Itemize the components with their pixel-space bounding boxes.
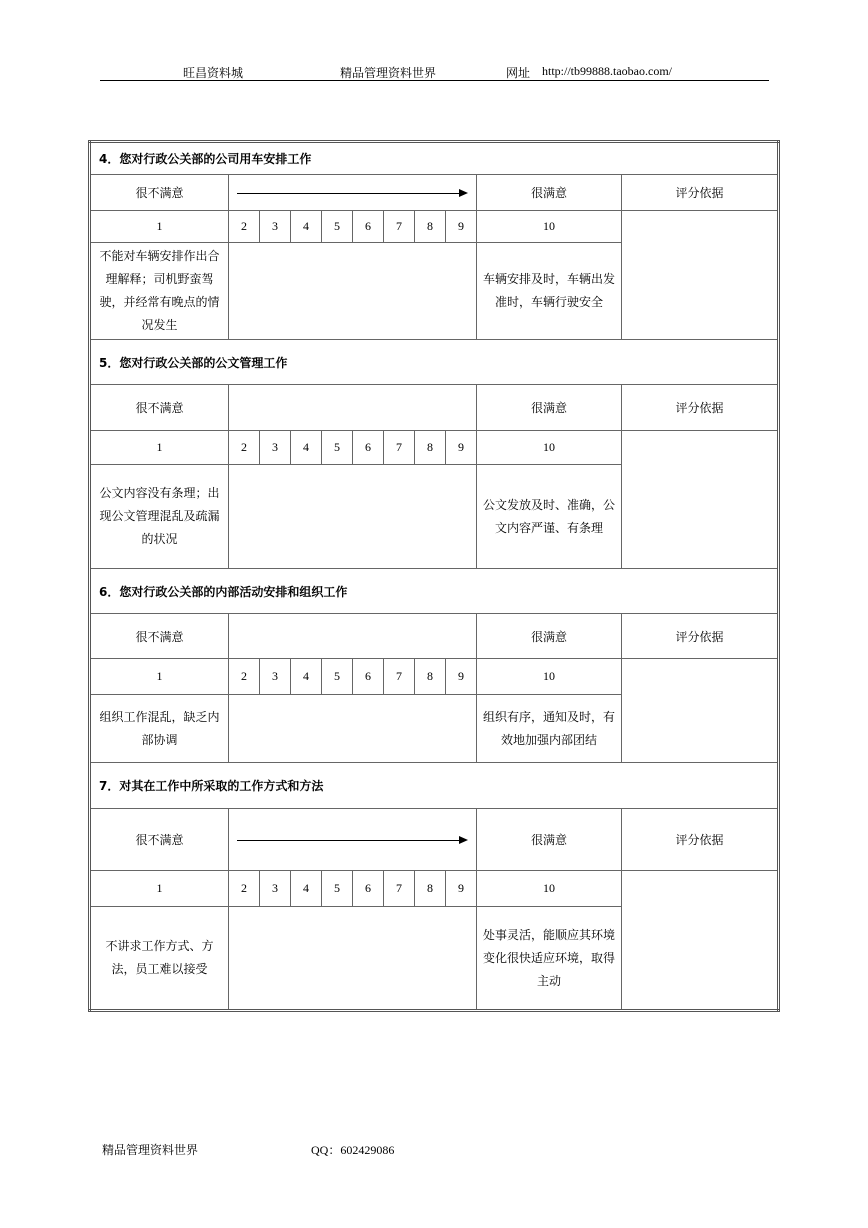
score-option-2[interactable]: 2 xyxy=(229,871,260,907)
scale-high-label: 很满意 xyxy=(477,614,622,659)
basis-label: 评分依据 xyxy=(622,175,779,211)
basis-cell[interactable] xyxy=(622,211,779,340)
survey-table xyxy=(88,140,780,1012)
score-option-2[interactable]: 2 xyxy=(229,211,260,243)
score-option-3[interactable]: 3 xyxy=(260,211,291,243)
high-description: 组织有序，通知及时，有效地加强内部团结 xyxy=(477,695,622,763)
scale-high-label: 很满意 xyxy=(477,809,622,871)
basis-label: 评分依据 xyxy=(622,385,779,431)
low-description: 公文内容没有条理；出现公文管理混乱及疏漏的状况 xyxy=(90,465,229,569)
scale-direction-cell xyxy=(229,809,477,871)
question-title: 5．您对行政公关部的公文管理工作 xyxy=(90,340,779,385)
score-option-6[interactable]: 6 xyxy=(353,659,384,695)
scale-high-label: 很满意 xyxy=(477,175,622,211)
score-option-6[interactable]: 6 xyxy=(353,211,384,243)
score-option-8[interactable]: 8 xyxy=(415,431,446,465)
high-description: 处事灵活，能顺应其环境变化很快适应环境，取得主动 xyxy=(477,907,622,1011)
header-site: 旺昌资料城 xyxy=(183,66,244,80)
middle-blank xyxy=(229,465,477,569)
score-option-8[interactable]: 8 xyxy=(415,211,446,243)
low-description: 不能对车辆安排作出合理解释；司机野蛮驾驶，并经常有晚点的情况发生 xyxy=(90,243,229,340)
low-description: 组织工作混乱，缺乏内部协调 xyxy=(90,695,229,763)
score-option-1[interactable]: 1 xyxy=(90,659,229,695)
score-option-5[interactable]: 5 xyxy=(322,871,353,907)
score-option-2[interactable]: 2 xyxy=(229,659,260,695)
footer-slogan: 精品管理资料世界 xyxy=(102,1143,199,1157)
score-option-9[interactable]: 9 xyxy=(446,659,477,695)
score-option-7[interactable]: 7 xyxy=(384,871,415,907)
high-description: 公文发放及时、准确，公文内容严谨、有条理 xyxy=(477,465,622,569)
score-option-9[interactable]: 9 xyxy=(446,431,477,465)
score-option-6[interactable]: 6 xyxy=(353,871,384,907)
arrow-right-icon xyxy=(237,193,460,194)
score-option-9[interactable]: 9 xyxy=(446,211,477,243)
score-option-4[interactable]: 4 xyxy=(291,211,322,243)
arrow-right-icon xyxy=(237,840,460,841)
header-url-label: 网址 xyxy=(506,66,531,80)
low-description: 不讲求工作方式、方法，员工难以接受 xyxy=(90,907,229,1011)
scale-low-label: 很不满意 xyxy=(90,175,229,211)
score-option-10[interactable]: 10 xyxy=(477,211,622,243)
header-slogan: 精品管理资料世界 xyxy=(340,66,437,80)
basis-cell[interactable] xyxy=(622,871,779,1011)
page-header xyxy=(100,58,769,81)
score-option-4[interactable]: 4 xyxy=(291,431,322,465)
scale-direction-cell xyxy=(229,175,477,211)
score-option-2[interactable]: 2 xyxy=(229,431,260,465)
score-option-3[interactable]: 3 xyxy=(260,431,291,465)
score-option-8[interactable]: 8 xyxy=(415,871,446,907)
scale-high-label: 很满意 xyxy=(477,385,622,431)
question-title: 7．对其在工作中所采取的工作方式和方法 xyxy=(90,763,779,809)
score-option-1[interactable]: 1 xyxy=(90,431,229,465)
question-title: 6．您对行政公关部的内部活动安排和组织工作 xyxy=(90,569,779,614)
score-option-1[interactable]: 1 xyxy=(90,871,229,907)
basis-cell[interactable] xyxy=(622,659,779,763)
score-option-7[interactable]: 7 xyxy=(384,431,415,465)
score-option-7[interactable]: 7 xyxy=(384,211,415,243)
middle-blank xyxy=(229,907,477,1011)
scale-direction-cell xyxy=(229,385,477,431)
score-option-5[interactable]: 5 xyxy=(322,211,353,243)
score-option-3[interactable]: 3 xyxy=(260,659,291,695)
score-option-6[interactable]: 6 xyxy=(353,431,384,465)
score-option-10[interactable]: 10 xyxy=(477,871,622,907)
basis-cell[interactable] xyxy=(622,431,779,569)
score-option-7[interactable]: 7 xyxy=(384,659,415,695)
middle-blank xyxy=(229,243,477,340)
score-option-10[interactable]: 10 xyxy=(477,659,622,695)
basis-label: 评分依据 xyxy=(622,614,779,659)
scale-low-label: 很不满意 xyxy=(90,614,229,659)
score-option-10[interactable]: 10 xyxy=(477,431,622,465)
scale-direction-cell xyxy=(229,614,477,659)
score-option-8[interactable]: 8 xyxy=(415,659,446,695)
scale-low-label: 很不满意 xyxy=(90,809,229,871)
footer-qq: QQ：602429086 xyxy=(311,1143,395,1157)
high-description: 车辆安排及时，车辆出发准时，车辆行驶安全 xyxy=(477,243,622,340)
scale-low-label: 很不满意 xyxy=(90,385,229,431)
score-option-9[interactable]: 9 xyxy=(446,871,477,907)
basis-label: 评分依据 xyxy=(622,809,779,871)
question-title: 4．您对行政公关部的公司用车安排工作 xyxy=(90,142,779,175)
header-url: http://tb99888.taobao.com/ xyxy=(542,64,672,78)
score-option-1[interactable]: 1 xyxy=(90,211,229,243)
middle-blank xyxy=(229,695,477,763)
score-option-5[interactable]: 5 xyxy=(322,659,353,695)
score-option-5[interactable]: 5 xyxy=(322,431,353,465)
score-option-4[interactable]: 4 xyxy=(291,659,322,695)
score-option-3[interactable]: 3 xyxy=(260,871,291,907)
score-option-4[interactable]: 4 xyxy=(291,871,322,907)
